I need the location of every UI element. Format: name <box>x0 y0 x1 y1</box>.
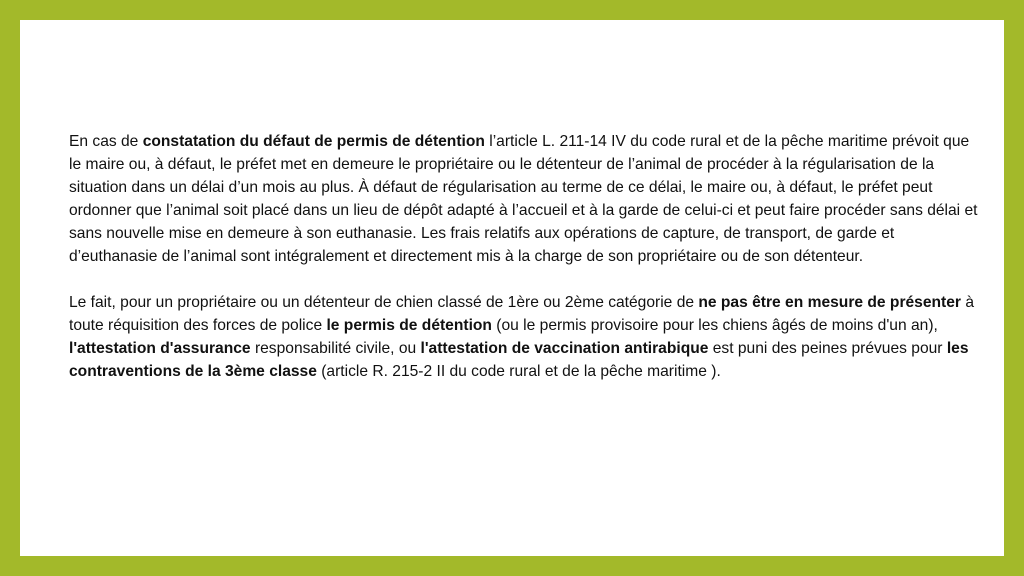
text-run: l’article L. 211-14 IV du code rural et de la pêche maritime prévoit que le maire ou, à défaut, le préfet met en demeure le propriétaire ou le détenteur de l’animal de procéder à la régularisation de la situation dans un délai d’un mois au plus. À défaut de régularisation au terme de ce délai, le maire ou, à défaut, le préfet peut ordonner que l’animal soit placé dans un lieu de dépôt adapté à l’accueil et à la garde de celui-ci et peut faire procéder sans délai et sans nouvelle mise en demeure à son euthanasie. Les frais relatifs aux opérations de capture, de transport, de garde et d’euthanasie de l’animal sont intégralement et directement mis à la charge de son propriétaire ou de son détenteur. <box>69 133 978 265</box>
text-run: (article R. 215-2 II du code rural et de la pêche maritime ). <box>316 363 721 380</box>
bold-run: les contraventions de la 3ème classe <box>69 340 969 380</box>
text-run: Le fait, pour un propriétaire ou un détenteur de chien classé de 1ère ou 2ème catégorie de <box>69 294 699 311</box>
bold-run: l'attestation d'assurance <box>69 340 251 357</box>
text-run: à toute réquisition des forces de police <box>69 294 975 334</box>
paragraph-1 <box>69 130 981 268</box>
bold-run: le permis de détention <box>326 317 492 334</box>
text-run: (ou le permis provisoire pour les chiens âgés de moins d'un an), <box>491 317 938 334</box>
text-run: En cas de <box>69 133 143 150</box>
text-run: responsabilité civile, ou <box>250 340 421 357</box>
bold-run: constatation du défaut de permis de détention <box>142 133 485 150</box>
bold-run: ne pas être en mesure de présenter <box>698 294 961 311</box>
text-run: est puni des peines prévues pour <box>708 340 947 357</box>
text-body <box>69 130 981 383</box>
bold-run: l'attestation de vaccination antirabique <box>420 340 709 357</box>
slide <box>20 20 1004 556</box>
paragraph-2 <box>69 291 981 383</box>
